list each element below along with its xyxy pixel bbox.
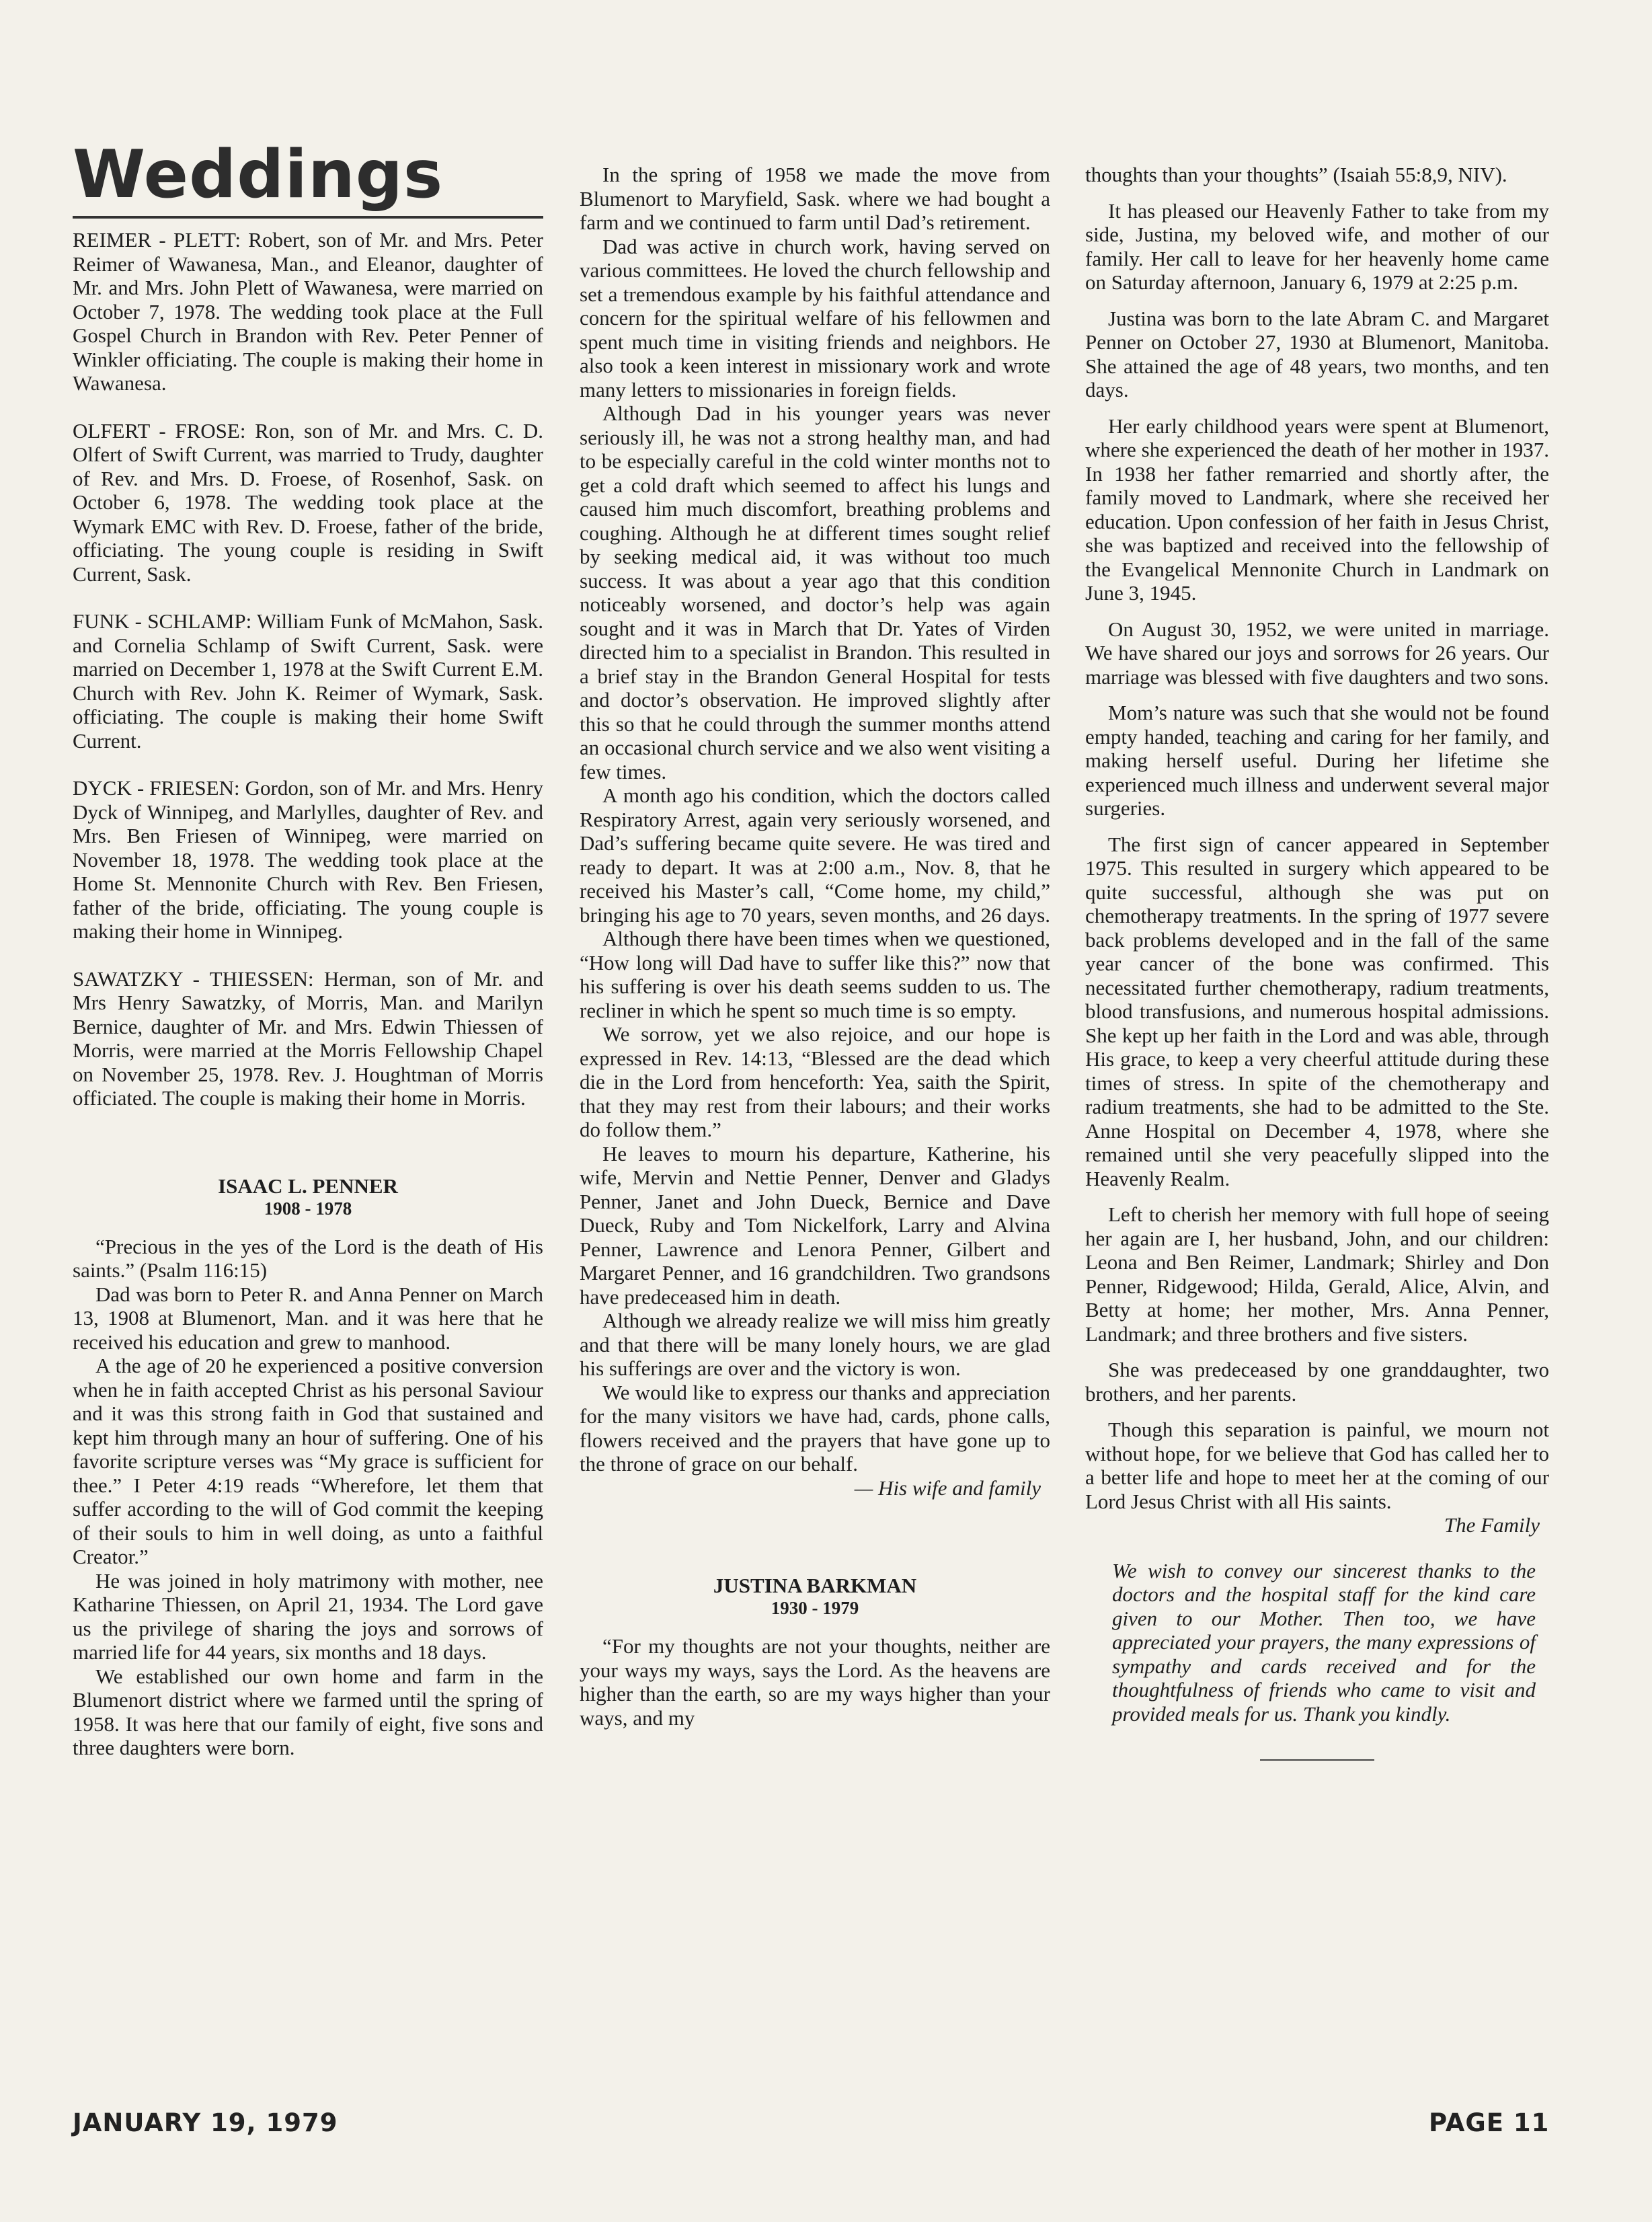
column-3 bbox=[1085, 163, 1549, 1761]
obituary-paragraph: We sorrow, yet we also rejoice, and our hope is expressed in Rev. 14:13, “Blessed are the dead which die in the Lord from henceforth: Yea, saith the Spirit, that they may rest from their labours; and their works do follow them.” bbox=[580, 1022, 1050, 1141]
obituary-paragraph: Dad was active in church work, having served on various committees. He loved the church fellowship and set a tremendous example by his faithful attendance and concern for the spiritual welfare of his fellowmen and spent much time in visiting friends and neighbors. He also took a keen interest in missionary work and wrote many letters to missionaries in foreign fields. bbox=[580, 234, 1050, 401]
obituary-paragraph: Mom’s nature was such that she would not be found empty handed, teaching and caring for her family, and making herself useful. During her lifetime she experienced much illness and underwent several major surgeries. bbox=[1085, 701, 1549, 820]
obituary-dates-barkman: 1930 - 1979 bbox=[771, 1598, 859, 1618]
section-title: Weddings bbox=[73, 137, 444, 213]
obituary-paragraph: Her early childhood years were spent at Blumenort, where she experienced the death of her mother in 1937. In 1938 her father remarried and shortly after, the family moved to Landmark, where she received her education. Upon confession of her faith in Jesus Christ, she was baptized and received into the fellowship of the Evangelical Mennonite Church in Landmark on June 3, 1945. bbox=[1085, 414, 1549, 605]
obituary-name-barkman: JUSTINA BARKMAN bbox=[713, 1574, 917, 1597]
obituary-paragraph: “Precious in the yes of the Lord is the death of His saints.” (Psalm 116:15) bbox=[73, 1234, 543, 1282]
penner-signature: — His wife and family bbox=[854, 1476, 1041, 1500]
title-rule bbox=[73, 216, 543, 219]
obituary-paragraph: He was joined in holy matrimony with mother, nee Katharine Thiessen, on April 21, 1934. The Lord gave us the privilege of sharing the joys and sorrows of married life for 44 years, six months and 18 days. bbox=[73, 1568, 543, 1664]
obituary-paragraph: We established our own home and farm in the Blumenort district where we farmed until the spring of 1958. It was here that our family of eight, five sons and three daughters were born. bbox=[73, 1664, 543, 1759]
obituary-paragraph: A month ago his condition, which the doctors called Respiratory Arrest, again very seriously worsened, and Dad’s suffering became quite severe. He was tired and ready to depart. It was at 2:00 a.m., Nov. 8, that he received his Master’s call, “Come home, my child,” bringing his age to 70 years, seven months, and 26 days. bbox=[580, 783, 1050, 927]
wedding-announcement: DYCK - FRIESEN: Gordon, son of Mr. and Mrs. Henry Dyck of Winnipeg, and Marlylles, daughter of Rev. and Mrs. Ben Friesen of Winnipeg, were married on November 18, 1978. The wedding took place at the Home St. Mennonite Church with Rev. Ben Friesen, father of the bride, officiating. The young couple is making their home in Winnipeg. bbox=[73, 776, 543, 943]
spacer bbox=[73, 1134, 543, 1174]
obituary-paragraph: thoughts than your thoughts” (Isaiah 55:8,9, NIV). bbox=[1085, 163, 1507, 186]
spacer bbox=[580, 1500, 1050, 1574]
obituary-paragraph: Though this separation is painful, we mourn not without hope, for we believe that God has called her to a better life and hope to meet her at the coming of our Lord Jesus Christ with all His saints. bbox=[1085, 1418, 1549, 1513]
obituary-paragraph: Justina was born to the late Abram C. and Margaret Penner on October 27, 1930 at Blumenort, Manitoba. She attained the age of 48 years, two months, and ten days. bbox=[1085, 306, 1549, 401]
column-1 bbox=[73, 138, 543, 1760]
footer-date: JANUARY 19, 1979 bbox=[73, 2108, 338, 2137]
footer-page-number: PAGE 11 bbox=[1429, 2108, 1550, 2137]
obituary-paragraph: “For my thoughts are not your thoughts, neither are your ways my ways, says the Lord. As the heavens are higher than the earth, so are my ways higher than your ways, and my bbox=[580, 1634, 1050, 1730]
obituary-paragraph: The first sign of cancer appeared in September 1975. This resulted in surgery which appeared to be quite successful, although she was put on chemotherapy treatments. In the spring of 1977 severe back problems developed and in the fall of the same year cancer of the bone was confirmed. This necessitated further chemotherapy, radium treatments, blood transfusions, and numerous hospital admissions. She kept up her faith in the Lord and was able, through His grace, to keep a very cheerful attitude during these times of stress. In spite of the chemotherapy and radium treatments, she had to be admitted to the Ste. Anne Hospital on December 4, 1978, where she remained until she very peacefully slipped into the Heavenly Realm. bbox=[1085, 832, 1549, 1190]
thank-you-note: We wish to convey our sincerest thanks to the doctors and the hospital staff for the kind care given to our Mother. Then too, we have appreciated your prayers, the many expressions of sympathy and cards received and for the thoughtfulness of friends who came to visit and provided meals for us. Thank you kindly. bbox=[1112, 1558, 1536, 1726]
wedding-announcement: REIMER - PLETT: Robert, son of Mr. and Mrs. Peter Reimer of Wawanesa, Man., and Eleanor, daughter of Mr. and Mrs. John Plett of Wawanesa, were married on October 7, 1978. The wedding took place at the Full Gospel Church in Brandon with Rev. Peter Penner of Winkler officiating. The couple is making their home in Wawanesa. bbox=[73, 228, 543, 395]
obituary-paragraph: Although Dad in his younger years was never seriously ill, he was not a strong healthy man, and had to be especially careful in the cold winter months not to get a cold draft which seemed to affect his lungs and caused him much discomfort, breathing problems and coughing. Although he at different times sought relief by seeking medical aid, it was without too much success. It was about a year ago that this condition noticeably worsened, and doctor’s help was again sought and it was in March that Dr. Yates of Virden directed him to a specialist in Brandon. This resulted in a brief stay in the Brandon General Hospital for tests and doctor’s observation. He improved slightly after this so that he could through the summer months attend an occasional church service and we also went visiting a few times. bbox=[580, 401, 1050, 783]
obituary-paragraph: Dad was born to Peter R. and Anna Penner on March 13, 1908 at Blumenort, Man. and it was here that he received his education and grew to manhood. bbox=[73, 1282, 543, 1354]
obituary-name-penner: ISAAC L. PENNER bbox=[218, 1174, 398, 1198]
obituary-paragraph: In the spring of 1958 we made the move from Blumenort to Maryfield, Sask. where we had bought a farm and we continued to farm until Dad’s retirement. bbox=[580, 163, 1050, 234]
obituary-paragraph: Although there have been times when we questioned, “How long will Dad have to suffer like this?” now that his suffering is over his death seems sudden to us. The recliner in which he spent so much time is so empty. bbox=[580, 927, 1050, 1022]
wedding-announcement: SAWATZKY - THIESSEN: Herman, son of Mr. and Mrs Henry Sawatzky, of Morris, Man. and Marilyn Bernice, daughter of Mr. and Mrs. Edwin Thiessen of Morris, were married at the Morris Fellowship Chapel on November 25, 1978. Rev. J. Houghtman of Morris officiated. The couple is making their home in Morris. bbox=[73, 966, 543, 1110]
wedding-announcement: FUNK - SCHLAMP: William Funk of McMahon, Sask. and Cornelia Schlamp of Swift Current, Sask. were married on December 1, 1978 at the Swift Current E.M. Church with Rev. John K. Reimer of Wymark, Sask. officiating. The couple is making their home Swift Current. bbox=[73, 609, 543, 753]
obituary-paragraph: Left to cherish her memory with full hope of seeing her again are I, her husband, John, and our children: Leona and Ben Reimer, Landmark; Shirley and Don Penner, Ridgewood; Hilda, Gerald, Alice, Alvin, and Betty at home; her mother, Mrs. Anna Penner, Landmark; and three brothers and five sisters. bbox=[1085, 1202, 1549, 1346]
obituary-paragraph: It has pleased our Heavenly Father to take from my side, Justina, my beloved wife, and mother of our family. Her call to leave for her heavenly home came on Saturday afternoon, January 6, 1979 at 2:25 p.m. bbox=[1085, 198, 1549, 294]
obituary-paragraph: He leaves to mourn his departure, Katherine, his wife, Mervin and Nettie Penner, Denver and Gladys Penner, Janet and John Dueck, Bernice and Dave Dueck, Ruby and Tom Nickelfork, Larry and Alvina Penner, Lawrence and Lenora Penner, Gilbert and Margaret Penner, and 16 grandchildren. Two grandsons have predeceased him in death. bbox=[580, 1141, 1050, 1309]
obituary-paragraph: On August 30, 1952, we were united in marriage. We have shared our joys and sorrows for 26 years. Our marriage was blessed with five daughters and two sons. bbox=[1085, 617, 1549, 689]
obituary-paragraph: Although we already realize we will miss him greatly and that there will be many lonely hours, we are glad his sufferings are over and the victory is won. bbox=[580, 1309, 1050, 1380]
divider bbox=[1260, 1759, 1374, 1761]
obituary-paragraph: We would like to express our thanks and appreciation for the many visitors we have had, cards, phone calls, flowers received and the prayers that have gone up to the throne of grace on our behalf. bbox=[580, 1380, 1050, 1476]
barkman-signature: The Family bbox=[1444, 1513, 1540, 1537]
column-2 bbox=[580, 163, 1050, 1730]
obituary-dates-penner: 1908 - 1978 bbox=[264, 1198, 352, 1219]
obituary-paragraph: A the age of 20 he experienced a positive conversion when he in faith accepted Christ as his personal Saviour and it was this strong faith in God that sustained and kept him through many an hour of suffering. One of his favorite scripture verses was “My grace is sufficient for thee.” I Peter 4:19 reads “Wherefore, let them that suffer according to the will of God commit the keeping of their souls to him in well doing, as unto a faithful Creator.” bbox=[73, 1354, 543, 1568]
wedding-announcement: OLFERT - FROSE: Ron, son of Mr. and Mrs. C. D. Olfert of Swift Current, was married to Trudy, daughter of Rev. and Mrs. D. Froese, of Rosenhof, Sask. on October 6, 1978. The wedding took place at the Wymark EMC with Rev. D. Froese, father of the bride, officiating. The young couple is residing in Swift Current, Sask. bbox=[73, 418, 543, 586]
obituary-paragraph: She was predeceased by one granddaughter, two brothers, and her parents. bbox=[1085, 1358, 1549, 1406]
